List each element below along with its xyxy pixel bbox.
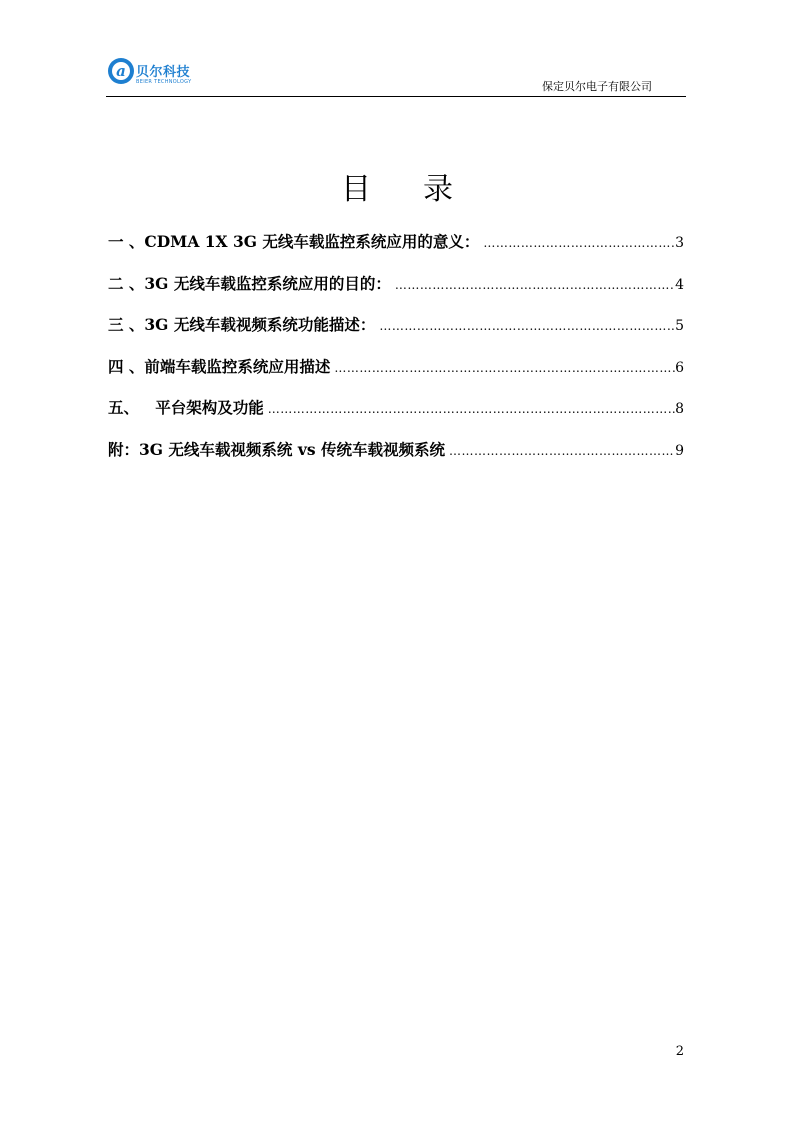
toc-title — [0, 164, 794, 208]
toc-leader-dots — [391, 278, 675, 292]
toc-leader-dots — [445, 444, 675, 458]
toc-title-char-2: 录 — [423, 172, 453, 207]
page-number: 2 — [675, 1044, 684, 1059]
toc-entry-page: 3 — [675, 235, 684, 251]
company-name: 保定贝尔电子有限公司 — [542, 80, 652, 93]
toc-title-char-1: 目 — [341, 172, 371, 207]
toc-entry-label: 附：3G 无线车载视频系统 vs 传统车载视频系统 — [108, 439, 445, 459]
toc-entry[interactable] — [108, 355, 684, 397]
logo-text-en: BEIER TECHNOLOGY — [136, 79, 192, 85]
toc-entry-label: 一 、CDMA 1X 3G 无线车载监控系统应用的意义： — [108, 232, 480, 251]
toc-entry-page: 4 — [675, 276, 684, 293]
toc-entry-page: 8 — [675, 401, 684, 417]
toc-entry-label: 二 、3G 无线车载监控系统应用的目的： — [108, 273, 391, 293]
logo-text-cn: 贝尔科技 — [136, 65, 191, 80]
toc-entry-page: 6 — [675, 359, 684, 376]
toc-entry[interactable] — [108, 272, 684, 314]
toc-entry[interactable] — [108, 313, 684, 355]
toc-entry[interactable] — [108, 396, 684, 438]
toc-leader-dots — [264, 402, 675, 416]
company-logo — [106, 54, 216, 92]
toc-entry-label: 四 、前端车载监控系统应用描述 — [108, 356, 331, 376]
toc-entry[interactable] — [108, 438, 684, 480]
toc-leader-dots — [479, 236, 675, 250]
page-header — [106, 52, 686, 97]
toc-entry-label: 五、 平台架构及功能 — [108, 398, 264, 417]
toc-entry-page: 5 — [675, 318, 684, 334]
toc-entry-page: 9 — [675, 442, 684, 459]
toc-entry[interactable] — [108, 230, 684, 272]
svg-text:a: a — [116, 62, 126, 80]
toc-entry-label: 三 、3G 无线车载视频系统功能描述： — [108, 315, 376, 334]
toc-leader-dots — [330, 361, 675, 375]
table-of-contents — [108, 230, 684, 479]
logo-at-icon — [106, 56, 136, 86]
toc-leader-dots — [375, 319, 675, 333]
